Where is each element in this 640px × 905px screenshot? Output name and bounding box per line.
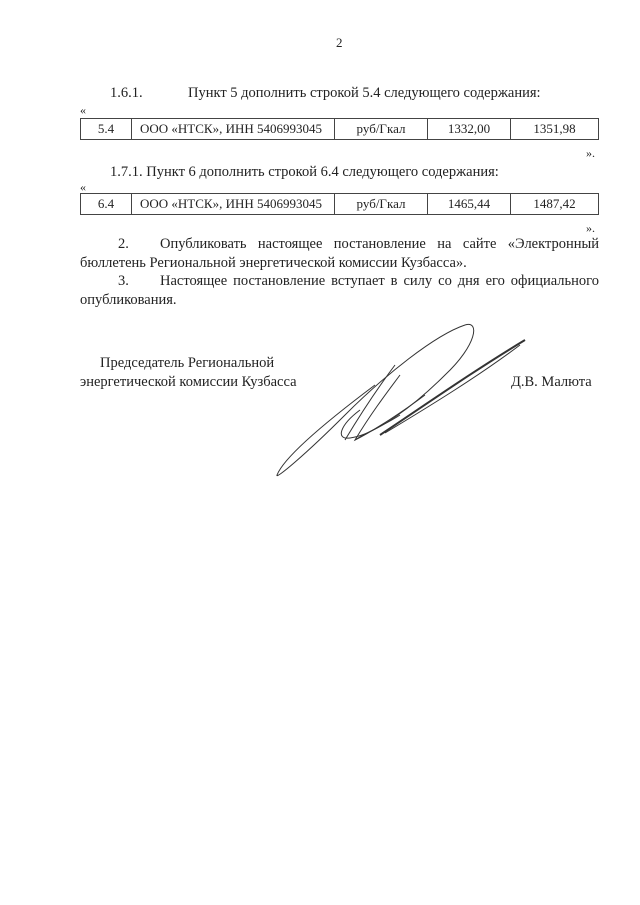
cell-row-number: 5.4 [81, 119, 132, 140]
table-row [81, 119, 599, 140]
table-1 [80, 118, 599, 140]
cell-organization: ООО «НТСК», ИНН 5406993045 [132, 119, 335, 140]
close-quote: ». [586, 221, 595, 235]
item-2-line-1: Опубликовать настоящее постановление на сайте «Электронный [160, 236, 599, 252]
item-1-7-1-text: 1.7.1. Пункт 6 дополнить строкой 6.4 следующего содержания: [110, 164, 499, 180]
table-2 [80, 193, 599, 215]
close-quote: ». [586, 146, 595, 160]
table-row [81, 194, 599, 215]
cell-value-1: 1332,00 [428, 119, 511, 140]
signatory-title-line-2: энергетической комиссии Кузбасса [80, 374, 297, 390]
signatory-name: Д.В. Малюта [511, 374, 592, 390]
cell-row-number: 6.4 [81, 194, 132, 215]
item-2-number: 2. [118, 236, 129, 252]
handwritten-signature [265, 315, 535, 490]
cell-organization: ООО «НТСК», ИНН 5406993045 [132, 194, 335, 215]
cell-value-2: 1351,98 [511, 119, 599, 140]
signatory-title-line-1: Председатель Региональной [100, 355, 275, 371]
item-2-line-2: бюллетень Региональной энергетической комиссии Кузбасса». [80, 255, 467, 271]
cell-value-2: 1487,42 [511, 194, 599, 215]
cell-value-1: 1465,44 [428, 194, 511, 215]
item-1-6-1-number: 1.6.1. [110, 85, 143, 101]
open-quote: « [80, 180, 86, 194]
item-3-line-2: опубликования. [80, 292, 177, 308]
cell-unit: руб/Гкал [335, 119, 428, 140]
item-1-6-1-text: Пункт 5 дополнить строкой 5.4 следующего содержания: [188, 85, 541, 101]
cell-unit: руб/Гкал [335, 194, 428, 215]
item-3-line-1: Настоящее постановление вступает в силу со дня его официального [160, 273, 599, 289]
open-quote: « [80, 103, 86, 117]
item-3-number: 3. [118, 273, 129, 289]
page-number: 2 [336, 35, 343, 50]
